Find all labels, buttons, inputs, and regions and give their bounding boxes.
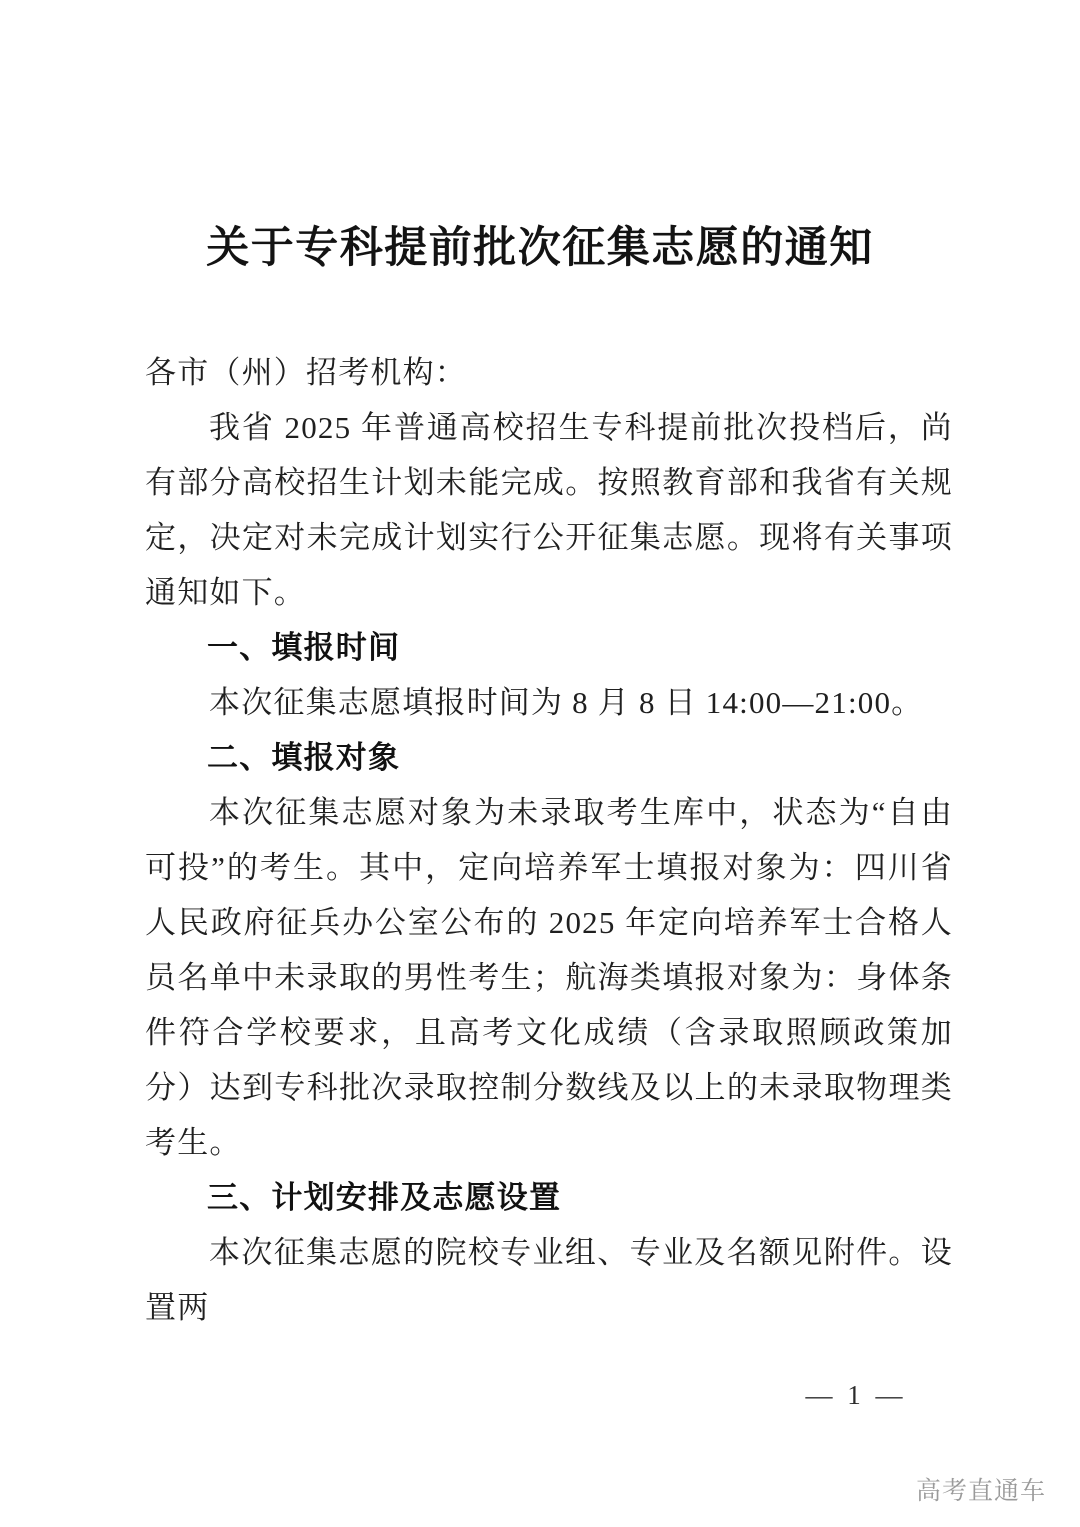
watermark: 高考直通车 [915,1477,1046,1505]
section-heading-2: 二、填报对象 [207,740,401,775]
intro-paragraph: 我省 2025 年普通高校招生专科提前批次投档后，尚有部分高校招生计划未能完成。按照教育部和我省有关规定，决定对未完成计划实行公开征集志愿。现将有关事项通知如下。 [145,410,953,610]
section-body-1: 本次征集志愿填报时间为 8 月 8 日 14:00—21:00。 [209,685,924,720]
page-number-footer [0,1380,1080,1411]
salutation-line: 各市（州）招考机构： [145,355,467,390]
section-heading-1: 一、填报时间 [207,630,401,665]
page-number-value: — 1 — [805,1380,907,1410]
section-heading-3: 三、计划安排及志愿设置 [207,1180,562,1215]
document-body [145,345,953,1335]
section-body-2: 本次征集志愿对象为未录取考生库中，状态为“自由可投”的考生。其中，定向培养军士填报对象为：四川省人民政府征兵办公室公布的 2025 年定向培养军士合格人员名单中未录取的男性考生；航海类填报对象为：身体条件符合学校要求，且高考文化成绩（含录取照顾政策加分）达到专科批次录取控制分数线及以上的未录取物理类考生。 [145,795,953,1160]
page-title: 关于专科提前批次征集志愿的通知 [206,225,874,272]
section-body-3: 本次征集志愿的院校专业组、专业及名额见附件。设置两 [145,1235,953,1325]
